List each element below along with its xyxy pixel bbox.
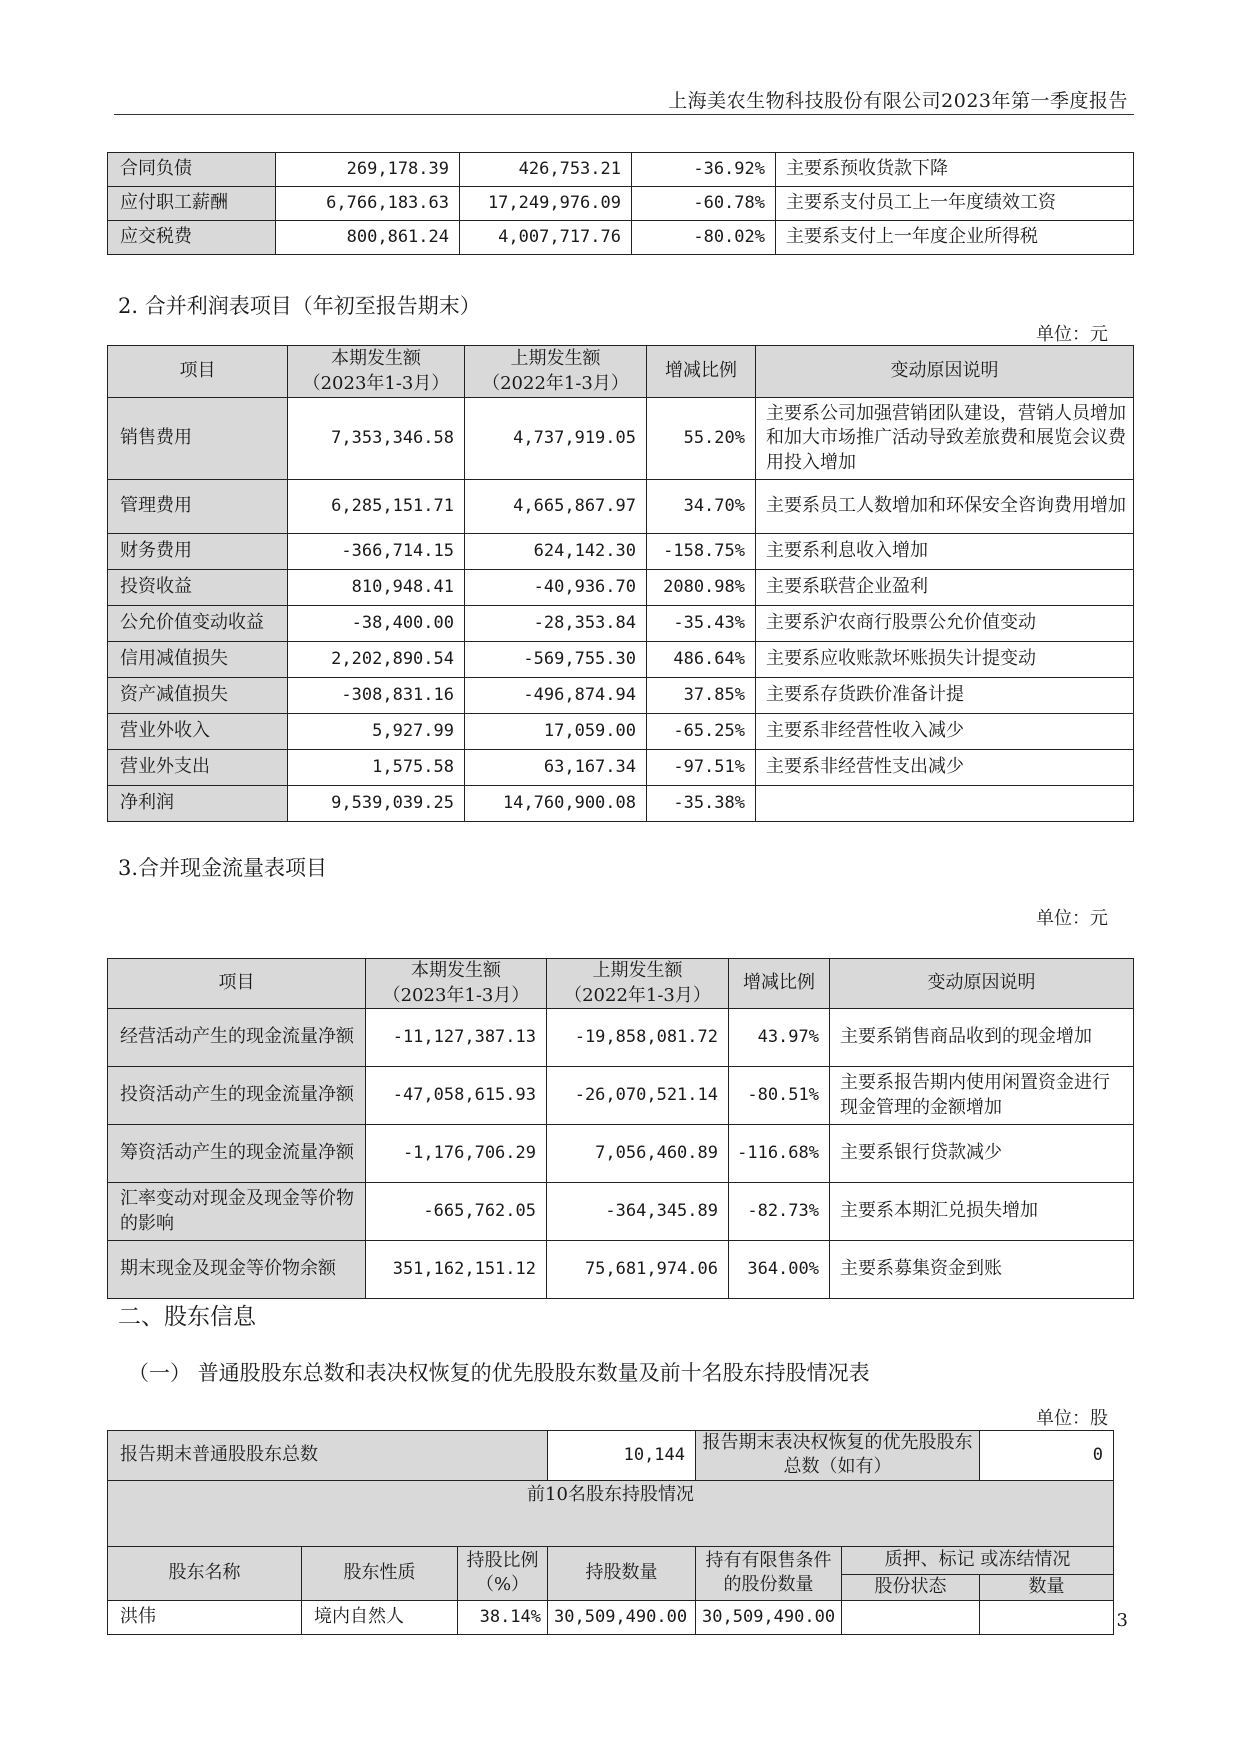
table-row — [108, 1183, 1134, 1241]
previous-period: （2022年1-3月） — [482, 372, 629, 394]
table-row — [108, 750, 1134, 786]
table-row — [108, 678, 1134, 714]
change-reason: 主要系支付上一年度企业所得税 — [776, 221, 1134, 255]
change-reason: 主要系存货跌价准备计提 — [756, 678, 1134, 714]
row-label: 汇率变动对现金及现金等价物的影响 — [108, 1183, 366, 1241]
previous-value: 14,760,900.08 — [465, 786, 647, 822]
previous-value: -40,936.70 — [465, 570, 647, 606]
row-label: 经营活动产生的现金流量净额 — [108, 1009, 366, 1067]
current-value: -38,400.00 — [288, 606, 465, 642]
change-reason: 主要系销售商品收到的现金增加 — [830, 1009, 1134, 1067]
cf-col-header-item: 项目 — [108, 959, 366, 1009]
previous-value: -569,755.30 — [465, 642, 647, 678]
previous-value: 17,249,976.09 — [460, 187, 632, 221]
current-value: 800,861.24 — [276, 221, 460, 255]
cf-col-header-current — [366, 959, 547, 1009]
change-reason: 主要系银行贷款减少 — [830, 1125, 1134, 1183]
change-reason: 主要系支付员工上一年度绩效工资 — [776, 187, 1134, 221]
change-ratio: 37.85% — [647, 678, 756, 714]
table-row — [108, 786, 1134, 822]
previous-value: -26,070,521.14 — [547, 1067, 729, 1125]
table-row — [108, 221, 1134, 255]
shareholder-nature: 境内自然人 — [302, 1600, 458, 1634]
balance-sheet-continued-table — [107, 152, 1134, 255]
preferred-shareholders-label: 报告期末表决权恢复的优先股股东总数（如有） — [696, 1431, 980, 1481]
header-divider — [114, 114, 1134, 115]
change-reason: 主要系非经营性收入减少 — [756, 714, 1134, 750]
page-number: 3 — [1116, 1610, 1128, 1631]
change-ratio: -80.51% — [729, 1067, 830, 1125]
col-pledge-group: 质押、标记 或冻结情况 — [842, 1546, 1114, 1574]
change-ratio: 55.20% — [647, 398, 756, 480]
row-label: 资产减值损失 — [108, 678, 288, 714]
current-value: 269,178.39 — [276, 153, 460, 187]
col-restricted-shares: 持有有限售条件的股份数量 — [696, 1546, 842, 1600]
previous-label: 上期发生额 — [510, 348, 601, 370]
change-reason: 主要系利息收入增加 — [756, 534, 1134, 570]
shareholder-pledge-qty — [980, 1600, 1114, 1634]
cf-previous-label: 上期发生额 — [592, 960, 683, 982]
change-reason: 主要系员工人数增加和环保安全咨询费用增加 — [756, 480, 1134, 534]
change-reason: 主要系应收账款坏账损失计提变动 — [756, 642, 1134, 678]
change-reason — [756, 786, 1134, 822]
cf-col-header-previous — [547, 959, 729, 1009]
current-value: -308,831.16 — [288, 678, 465, 714]
current-value: 6,766,183.63 — [276, 187, 460, 221]
income-statement-table — [107, 345, 1134, 822]
change-reason: 主要系联营企业盈利 — [756, 570, 1134, 606]
previous-value: -364,345.89 — [547, 1183, 729, 1241]
current-value: 810,948.41 — [288, 570, 465, 606]
table-row — [108, 1125, 1134, 1183]
row-label: 投资活动产生的现金流量净额 — [108, 1067, 366, 1125]
change-ratio: -35.43% — [647, 606, 756, 642]
shareholder-restricted: 30,509,490.00 — [696, 1600, 842, 1634]
cash-flow-table — [107, 958, 1134, 1299]
table-row — [108, 534, 1134, 570]
table-row — [108, 187, 1134, 221]
table-row — [108, 1600, 1114, 1634]
current-value: 351,162,151.12 — [366, 1241, 547, 1299]
previous-value: 4,665,867.97 — [465, 480, 647, 534]
table-row — [108, 153, 1134, 187]
change-ratio: -35.38% — [647, 786, 756, 822]
section3-title: 3.合并现金流量表项目 — [118, 856, 328, 880]
current-period: （2023年1-3月） — [302, 372, 450, 394]
change-ratio: -82.73% — [729, 1183, 830, 1241]
previous-value: 4,007,717.76 — [460, 221, 632, 255]
table-row — [108, 714, 1134, 750]
current-value: 5,927.99 — [288, 714, 465, 750]
shareholder-ratio: 38.14% — [458, 1600, 548, 1634]
change-reason: 主要系报告期内使用闲置资金进行现金管理的金额增加 — [830, 1067, 1134, 1125]
table-row — [108, 606, 1134, 642]
change-ratio: -65.25% — [647, 714, 756, 750]
col-header-previous — [465, 346, 647, 398]
change-reason: 主要系募集资金到账 — [830, 1241, 1134, 1299]
current-value: 9,539,039.25 — [288, 786, 465, 822]
previous-value: -19,858,081.72 — [547, 1009, 729, 1067]
row-label: 信用减值损失 — [108, 642, 288, 678]
col-shareholder-name: 股东名称 — [108, 1546, 302, 1600]
shareholder-name: 洪伟 — [108, 1600, 302, 1634]
part2-title: 二、股东信息 — [118, 1304, 256, 1330]
change-ratio: 486.64% — [647, 642, 756, 678]
preferred-shareholders-value: 0 — [980, 1431, 1114, 1481]
change-reason: 主要系预收货款下降 — [776, 153, 1134, 187]
col-pledge-qty: 数量 — [980, 1574, 1114, 1600]
section2-title: 2. 合并利润表项目（年初至报告期末） — [118, 294, 481, 318]
cf-col-header-reason: 变动原因说明 — [830, 959, 1134, 1009]
change-ratio: -80.02% — [632, 221, 776, 255]
current-value: 7,353,346.58 — [288, 398, 465, 480]
previous-value: 4,737,919.05 — [465, 398, 647, 480]
col-header-item: 项目 — [108, 346, 288, 398]
row-label: 应交税费 — [108, 221, 276, 255]
table-row — [108, 1241, 1134, 1299]
previous-value: -28,353.84 — [465, 606, 647, 642]
current-value: -1,176,706.29 — [366, 1125, 547, 1183]
previous-value: 7,056,460.89 — [547, 1125, 729, 1183]
table-row — [108, 1009, 1134, 1067]
previous-value: 426,753.21 — [460, 153, 632, 187]
cf-current-period: （2023年1-3月） — [382, 984, 530, 1006]
current-value: 6,285,151.71 — [288, 480, 465, 534]
row-label: 期末现金及现金等价物余额 — [108, 1241, 366, 1299]
current-value: -11,127,387.13 — [366, 1009, 547, 1067]
row-label: 净利润 — [108, 786, 288, 822]
previous-value: -496,874.94 — [465, 678, 647, 714]
current-value: -47,058,615.93 — [366, 1067, 547, 1125]
current-value: -665,762.05 — [366, 1183, 547, 1241]
total-shareholders-label: 报告期末普通股股东总数 — [108, 1431, 548, 1481]
col-header-change: 增减比例 — [647, 346, 756, 398]
change-ratio: 34.70% — [647, 480, 756, 534]
col-holding-shares: 持股数量 — [548, 1546, 696, 1600]
col-header-current — [288, 346, 465, 398]
top10-title: 前10名股东持股情况 — [108, 1480, 1114, 1546]
col-holding-ratio: 持股比例（%） — [458, 1546, 548, 1600]
table-row — [108, 642, 1134, 678]
table-row — [108, 570, 1134, 606]
row-label: 销售费用 — [108, 398, 288, 480]
col-share-status: 股份状态 — [842, 1574, 980, 1600]
change-ratio: -36.92% — [632, 153, 776, 187]
table-row — [108, 480, 1134, 534]
row-label: 合同负债 — [108, 153, 276, 187]
change-reason: 主要系沪农商行股票公允价值变动 — [756, 606, 1134, 642]
current-value: -366,714.15 — [288, 534, 465, 570]
row-label: 管理费用 — [108, 480, 288, 534]
row-label: 营业外收入 — [108, 714, 288, 750]
section3-unit: 单位：元 — [1036, 908, 1108, 929]
change-reason: 主要系公司加强营销团队建设，营销人员增加和加大市场推广活动导致差旅费和展览会议费用投入增加 — [756, 398, 1134, 480]
shareholder-table — [107, 1430, 1114, 1635]
cf-current-label: 本期发生额 — [411, 960, 501, 982]
col-header-reason: 变动原因说明 — [756, 346, 1134, 398]
previous-value: 17,059.00 — [465, 714, 647, 750]
row-label: 公允价值变动收益 — [108, 606, 288, 642]
cf-previous-period: （2022年1-3月） — [564, 984, 711, 1006]
row-label: 营业外支出 — [108, 750, 288, 786]
shareholder-status — [842, 1600, 980, 1634]
row-label: 财务费用 — [108, 534, 288, 570]
current-value: 2,202,890.54 — [288, 642, 465, 678]
change-reason: 主要系非经营性支出减少 — [756, 750, 1134, 786]
change-ratio: 43.97% — [729, 1009, 830, 1067]
row-label: 筹资活动产生的现金流量净额 — [108, 1125, 366, 1183]
table-row — [108, 1067, 1134, 1125]
section2-unit: 单位：元 — [1036, 324, 1108, 345]
total-shareholders-value: 10,144 — [548, 1431, 696, 1481]
report-header-title: 上海美农生物科技股份有限公司2023年第一季度报告 — [668, 90, 1128, 112]
change-ratio: -97.51% — [647, 750, 756, 786]
col-shareholder-nature: 股东性质 — [302, 1546, 458, 1600]
change-ratio: -158.75% — [647, 534, 756, 570]
cf-col-header-change: 增减比例 — [729, 959, 830, 1009]
row-label: 投资收益 — [108, 570, 288, 606]
part2-subtitle: （一） 普通股股东总数和表决权恢复的优先股股东数量及前十名股东持股情况表 — [128, 1361, 870, 1385]
row-label: 应付职工薪酬 — [108, 187, 276, 221]
shareholder-shares: 30,509,490.00 — [548, 1600, 696, 1634]
change-reason: 主要系本期汇兑损失增加 — [830, 1183, 1134, 1241]
part2-unit: 单位：股 — [1036, 1408, 1108, 1429]
change-ratio: 364.00% — [729, 1241, 830, 1299]
current-label: 本期发生额 — [331, 348, 421, 370]
change-ratio: -116.68% — [729, 1125, 830, 1183]
previous-value: 75,681,974.06 — [547, 1241, 729, 1299]
previous-value: 63,167.34 — [465, 750, 647, 786]
table-row — [108, 398, 1134, 480]
change-ratio: 2080.98% — [647, 570, 756, 606]
current-value: 1,575.58 — [288, 750, 465, 786]
previous-value: 624,142.30 — [465, 534, 647, 570]
change-ratio: -60.78% — [632, 187, 776, 221]
